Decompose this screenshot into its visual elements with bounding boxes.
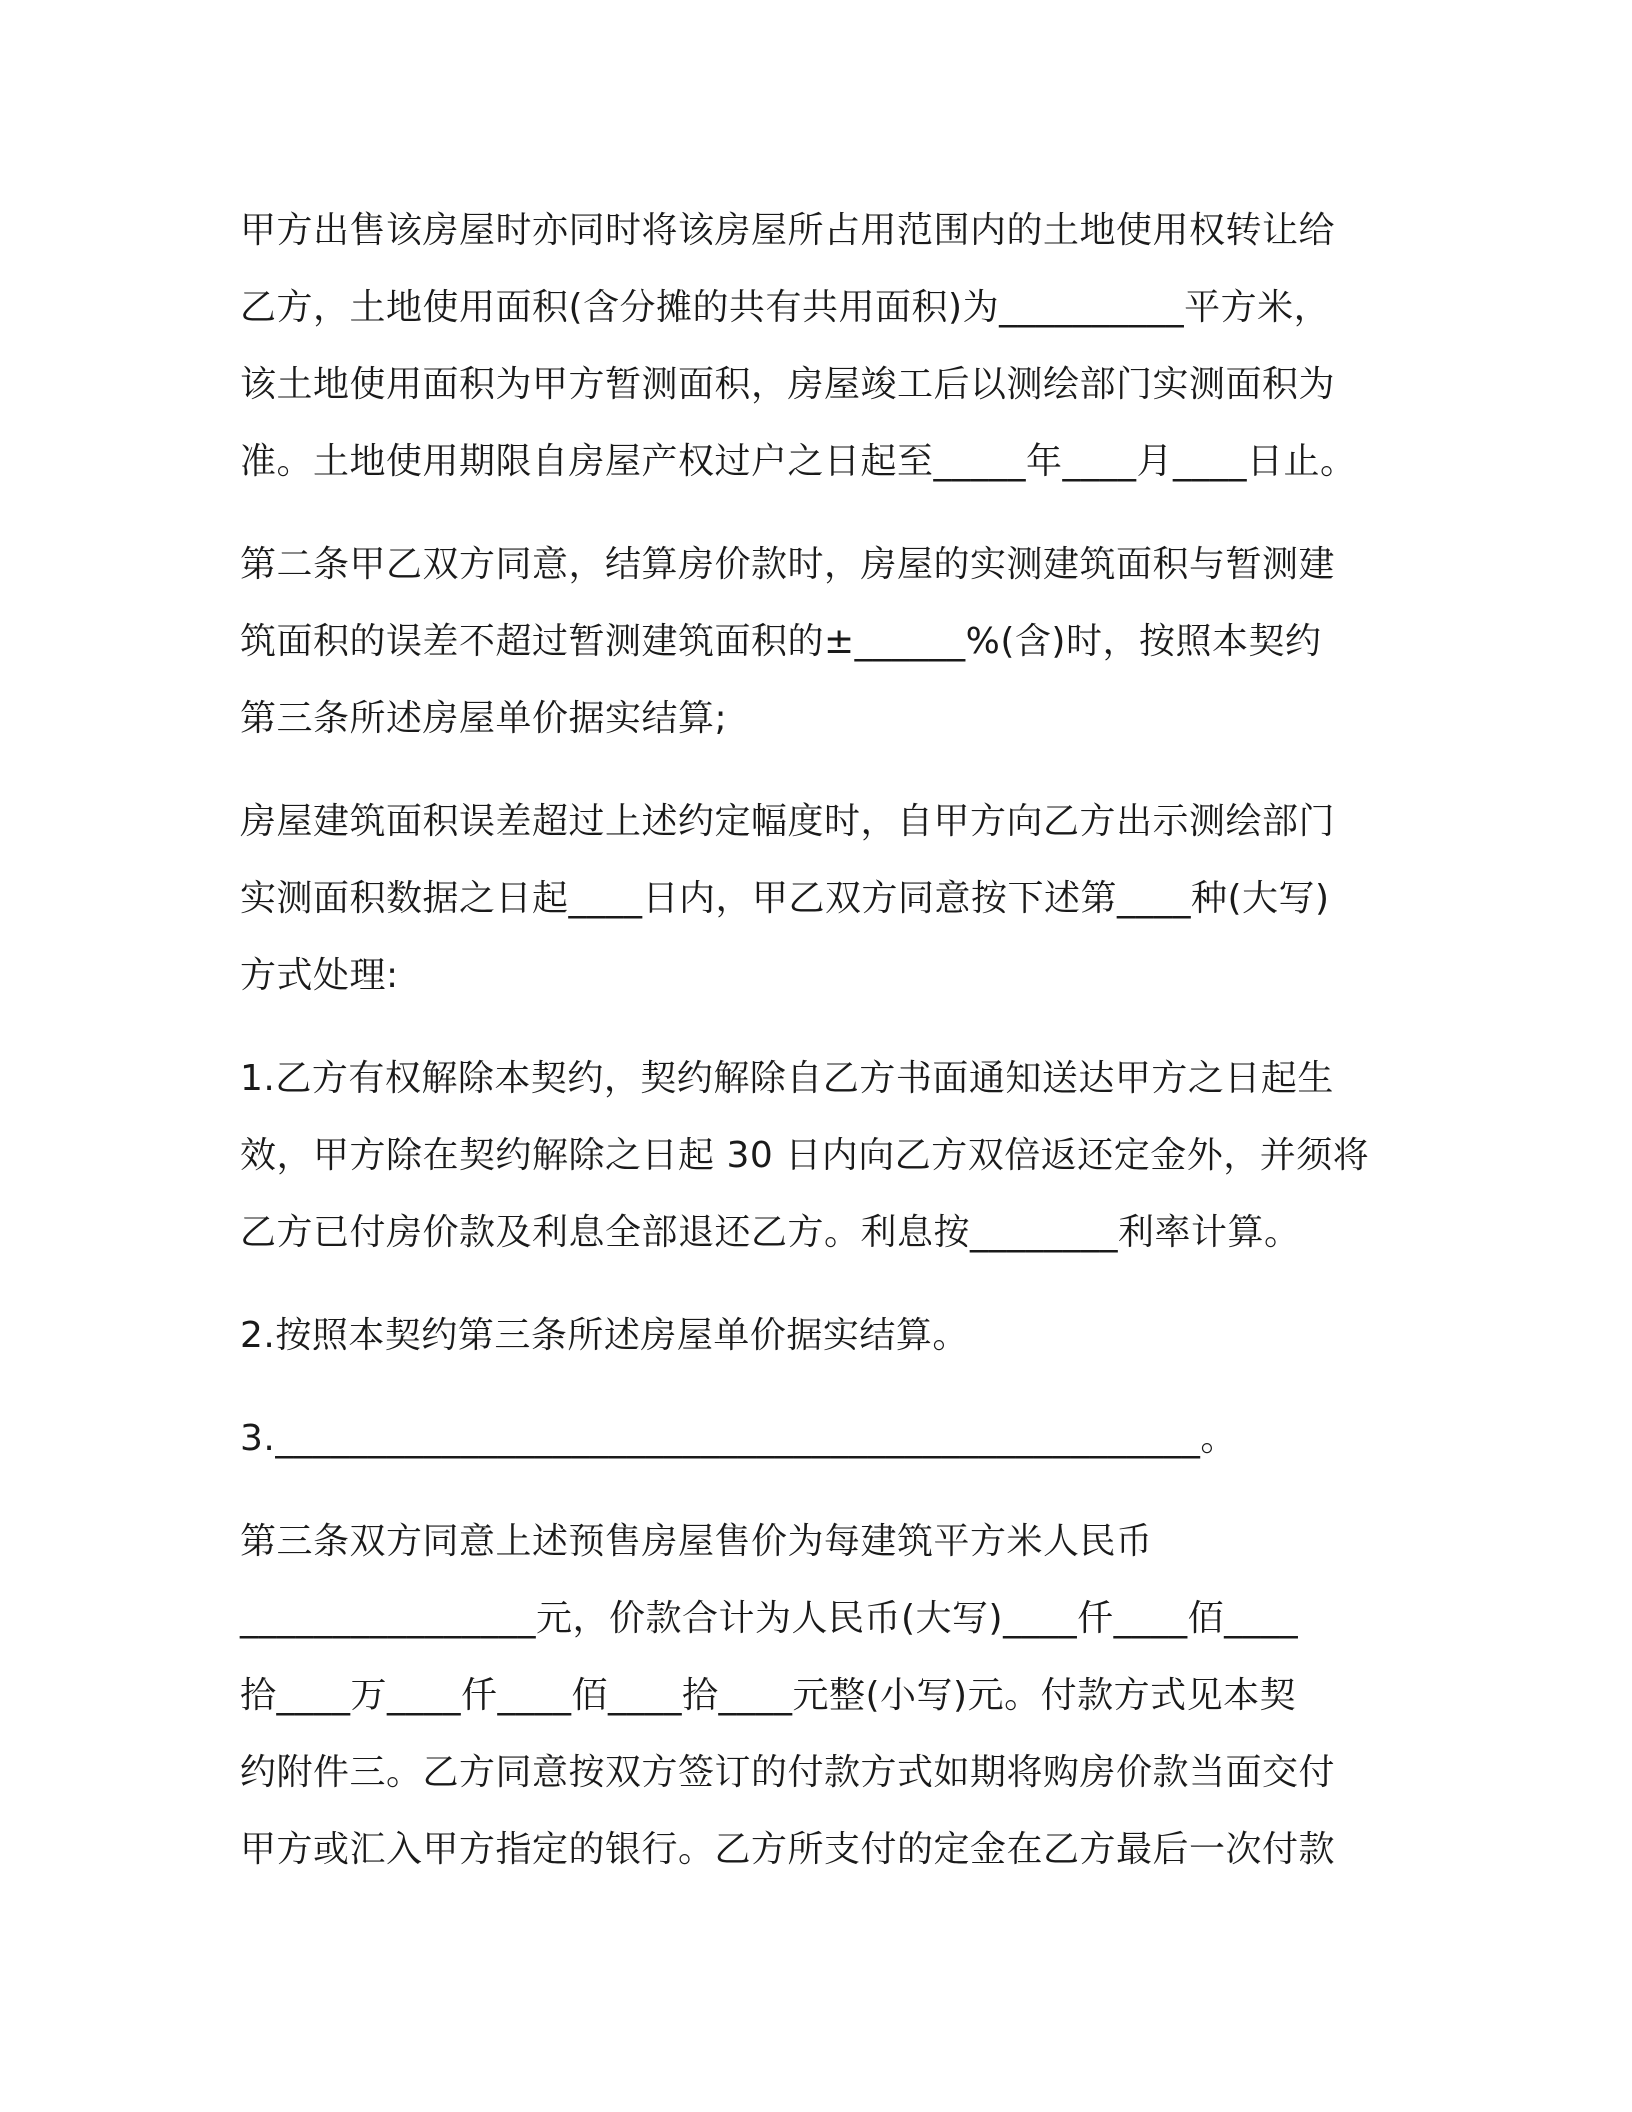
- text-line: 拾____万____仟____佰____拾____元整(小写)元。付款方式见本契: [240, 1675, 1297, 1716]
- paragraph-land-use: [240, 192, 1420, 500]
- text-line: 第三条所述房屋单价据实结算;: [240, 698, 728, 739]
- text-line: 1.乙方有权解除本契约，契约解除自乙方书面通知送达甲方之日起生: [240, 1058, 1334, 1099]
- text-line: 2.按照本契约第三条所述房屋单价据实结算。: [240, 1315, 969, 1356]
- paragraph-option-2: [240, 1297, 1420, 1374]
- paragraph-option-1: [240, 1040, 1420, 1271]
- paragraph-article-2: [240, 526, 1420, 757]
- text-line: 第二条甲乙双方同意，结算房价款时，房屋的实测建筑面积与暂测建: [240, 544, 1336, 585]
- text-line: 乙方，土地使用面积(含分摊的共有共用面积)为__________平方米，: [240, 287, 1331, 328]
- paragraph-area-error: [240, 783, 1420, 1014]
- document-body: [240, 192, 1420, 1888]
- text-line: 实测面积数据之日起____日内，甲乙双方同意按下述第____种(大写): [240, 878, 1330, 919]
- text-line: 乙方已付房价款及利息全部退还乙方。利息按________利率计算。: [240, 1212, 1301, 1253]
- text-line: 准。土地使用期限自房屋产权过户之日起至_____年____月____日止。: [240, 441, 1357, 482]
- text-line: 筑面积的误差不超过暂测建筑面积的±______%(含)时，按照本契约: [240, 621, 1322, 662]
- text-line: ________________元，价款合计为人民币(大写)____仟____佰____: [240, 1598, 1299, 1639]
- paragraph-article-3: [240, 1503, 1420, 1888]
- text-line: 房屋建筑面积误差超过上述约定幅度时，自甲方向乙方出示测绘部门: [240, 801, 1336, 842]
- paragraph-option-3: [240, 1400, 1420, 1477]
- text-line: 约附件三。乙方同意按双方签订的付款方式如期将购房价款当面交付: [240, 1752, 1336, 1793]
- text-line: 第三条双方同意上述预售房屋售价为每建筑平方米人民币: [240, 1521, 1153, 1562]
- text-line: 甲方出售该房屋时亦同时将该房屋所占用范围内的土地使用权转让给: [240, 210, 1336, 251]
- text-line: 甲方或汇入甲方指定的银行。乙方所支付的定金在乙方最后一次付款: [240, 1829, 1336, 1870]
- text-line: 3.__________________________________________________。: [240, 1418, 1237, 1459]
- text-line: 方式处理:: [240, 955, 399, 996]
- text-line: 效，甲方除在契约解除之日起 30 日内向乙方双倍返还定金外，并须将: [240, 1135, 1370, 1176]
- text-line: 该土地使用面积为甲方暂测面积，房屋竣工后以测绘部门实测面积为: [240, 364, 1336, 405]
